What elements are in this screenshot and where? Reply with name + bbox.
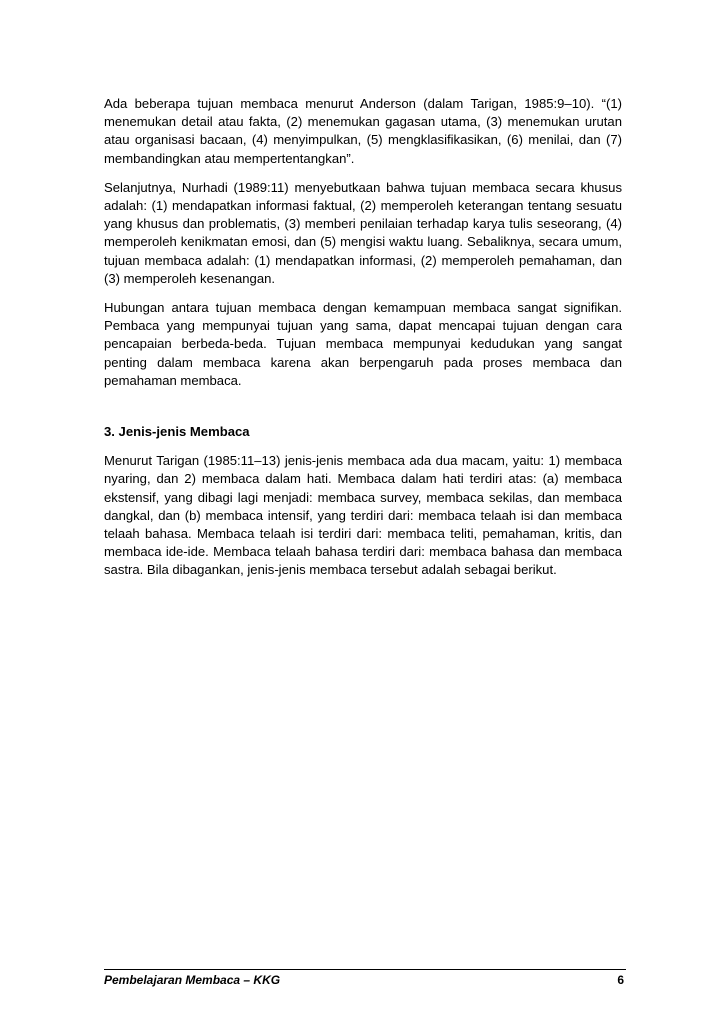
paragraph-anderson: Ada beberapa tujuan membaca menurut Anderson (dalam Tarigan, 1985:9–10). “(1) menemukan detail atau fakta, (2) menemukan gagasan utama, (3) menemukan urutan atau organisasi bacaan, (4) menyimpulkan, (5) mengklasifikasikan, (6) menilai, dan (7) membandingkan atau mempertentangkan”.	[104, 96, 622, 166]
paragraph-nurhadi: Selanjutnya, Nurhadi (1989:11) menyebutkaan bahwa tujuan membaca secara khusus adalah: (1) mendapatkan informasi faktual, (2) memperoleh keterangan tentang sesuatu yang khusus dan problematis, (3) memberi penilaian terhadap karya tulis seseorang, (4) memperoleh kenikmatan emosi, dan (5) mengisi waktu luang. Sebaliknya, secara umum, tujuan membaca adalah: (1) mendapatkan informasi, (2) memperoleh pemahaman, dan (3) memperoleh kesenangan.	[104, 179, 622, 286]
paragraph-jenis-membaca: Menurut Tarigan (1985:11–13) jenis-jenis membaca ada dua macam, yaitu: 1) membaca nyaring, dan 2) membaca dalam hati. Membaca dalam hati terdiri atas: (a) membaca ekstensif, yang dibagi lagi menjadi: membaca survey, membaca sekilas, dan membaca dangkal, dan (b) membaca intensif, yang terdiri dari: membaca telaah isi dan membaca telaah bahasa. Membaca telaah isi terdiri dari: membaca teliti, pemahaman, kritis, dan membaca ide-ide. Membaca telaah bahasa terdiri dari: membaca bahasa dan membaca sastra. Bila dibagankan, jenis-jenis membaca tersebut adalah sebagai berikut.	[104, 453, 622, 578]
document-body	[104, 95, 622, 591]
footer-title: Pembelajaran Membaca – KKG	[104, 973, 281, 987]
paragraph-hubungan: Hubungan antara tujuan membaca dengan kemampuan membaca sangat signifikan. Pembaca yang mempunyai tujuan yang sama, dapat mencapai tujuan dengan cara pencapaian berbeda-beda. Tujuan membaca mempunyai kedudukan yang sangat penting dalam membaca karena akan berpengaruh pada proses membaca dan pemahaman membaca.	[104, 300, 622, 388]
page-number: 6	[617, 973, 624, 987]
page-footer	[104, 969, 626, 987]
section-heading: 3. Jenis-jenis Membaca	[104, 424, 250, 440]
